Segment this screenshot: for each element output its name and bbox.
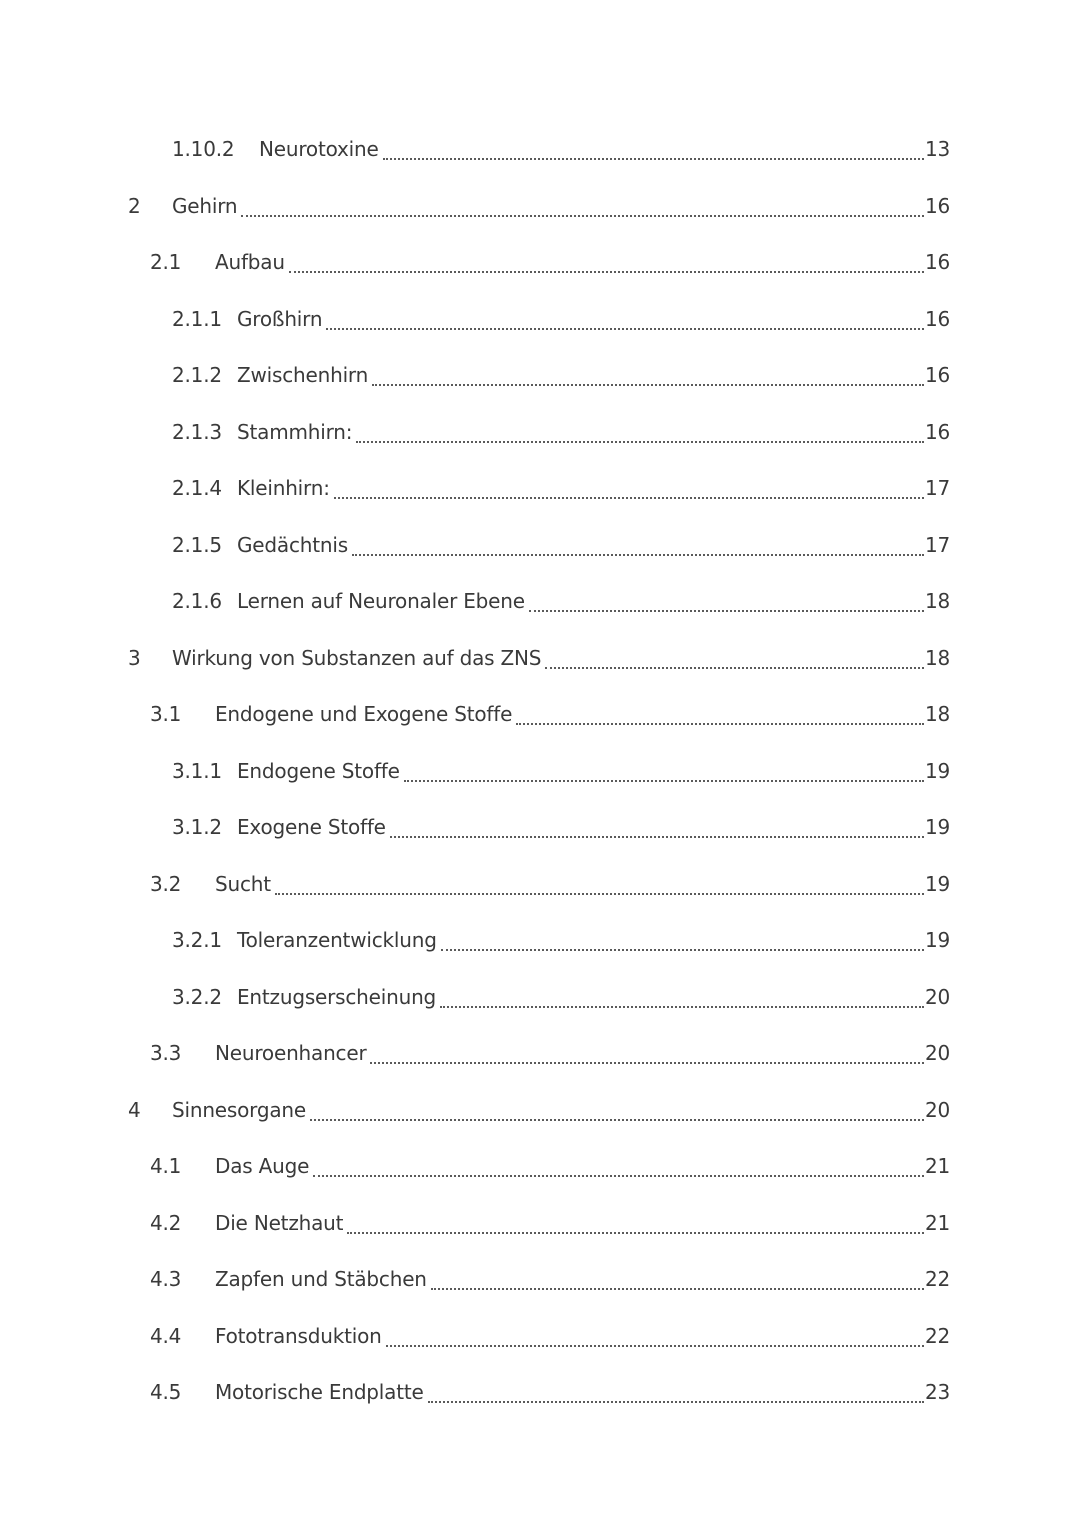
toc-entry[interactable] — [0, 460, 1080, 517]
toc-entry-title: Aufbau — [215, 250, 285, 274]
toc-entry-title: Neurotoxine — [259, 137, 379, 161]
toc-entry-title: Motorische Endplatte — [215, 1380, 424, 1404]
toc-dot-leader — [241, 207, 924, 217]
toc-entry-number: 4.1 — [150, 1154, 182, 1178]
toc-entry[interactable] — [0, 404, 1080, 461]
toc-entry-title: Toleranzentwicklung — [237, 928, 437, 952]
toc-entry[interactable] — [0, 799, 1080, 856]
toc-entry[interactable] — [0, 1308, 1080, 1365]
toc-entry-number: 3.3 — [150, 1041, 182, 1065]
toc-entry-number: 2.1 — [150, 250, 182, 274]
toc-dot-leader — [347, 1224, 924, 1234]
toc-entry-page-number: 17 — [924, 532, 950, 557]
toc-entry-number: 3.1.1 — [172, 758, 222, 783]
toc-dot-leader — [275, 885, 924, 895]
toc-entry-title: Die Netzhaut — [215, 1210, 344, 1235]
toc-entry-page-number: 16 — [924, 419, 950, 444]
toc-entry[interactable] — [0, 856, 1080, 913]
toc-entry-number: 2 — [128, 193, 141, 218]
toc-entry-page-number: 16 — [924, 363, 950, 387]
toc-entry[interactable] — [0, 1138, 1080, 1195]
toc-entry[interactable] — [0, 686, 1080, 743]
toc-entry[interactable] — [0, 1364, 1080, 1421]
toc-entry[interactable] — [0, 743, 1080, 800]
toc-entry-page-number: 19 — [924, 928, 950, 952]
toc-dot-leader — [441, 941, 924, 951]
toc-entry[interactable] — [0, 347, 1080, 404]
toc-entry-number: 3.2.1 — [172, 928, 222, 952]
toc-entry[interactable] — [0, 1082, 1080, 1139]
toc-entry-page-number: 19 — [924, 871, 950, 896]
toc-entry-title: Sucht — [215, 871, 271, 896]
toc-entry[interactable] — [0, 573, 1080, 630]
toc-entry-page-number: 20 — [924, 1097, 950, 1122]
toc-dot-leader — [431, 1280, 924, 1290]
toc-entry-number: 2.1.2 — [172, 363, 222, 387]
toc-dot-leader — [386, 1337, 924, 1347]
toc-entry-title: Endogene Stoffe — [237, 758, 400, 783]
toc-entry-page-number: 16 — [924, 250, 950, 274]
toc-entry-number: 3.1 — [150, 702, 182, 726]
toc-entry-number: 3 — [128, 645, 141, 670]
toc-entry-title: Großhirn — [237, 306, 323, 331]
toc-entry-title: Wirkung von Substanzen auf das ZNS — [172, 645, 542, 670]
toc-entry[interactable] — [0, 234, 1080, 291]
toc-entry-title: Gehirn — [172, 193, 238, 218]
toc-entry-title: Neuroenhancer — [215, 1041, 367, 1065]
toc-dot-leader — [440, 998, 924, 1008]
toc-entry-page-number: 16 — [924, 193, 950, 218]
toc-dot-leader — [383, 150, 924, 160]
toc-dot-leader — [390, 828, 924, 838]
toc-entry-number: 4.3 — [150, 1267, 182, 1291]
toc-entry-page-number: 19 — [924, 758, 950, 783]
toc-entry-title: Lernen auf Neuronaler Ebene — [237, 589, 525, 613]
toc-entry-title: Stammhirn: — [237, 419, 353, 444]
toc-entry-number: 3.2 — [150, 871, 182, 896]
toc-dot-leader — [289, 263, 924, 273]
toc-dot-leader — [404, 772, 924, 782]
toc-dot-leader — [310, 1111, 924, 1121]
toc-dot-leader — [516, 715, 924, 725]
toc-entry-number: 3.2.2 — [172, 984, 222, 1009]
toc-entry[interactable] — [0, 969, 1080, 1026]
toc-entry[interactable] — [0, 178, 1080, 235]
toc-entry-page-number: 16 — [924, 306, 950, 331]
toc-entry-number: 2.1.6 — [172, 589, 222, 613]
toc-entry-page-number: 22 — [924, 1323, 950, 1348]
toc-entry[interactable] — [0, 1195, 1080, 1252]
toc-entry[interactable] — [0, 517, 1080, 574]
toc-entry-number: 2.1.3 — [172, 419, 222, 444]
toc-entry-number: 2.1.5 — [172, 532, 222, 557]
toc-entry-page-number: 18 — [924, 645, 950, 670]
toc-dot-leader — [334, 489, 924, 499]
table-of-contents — [0, 121, 1080, 1421]
toc-entry-number: 4.4 — [150, 1323, 182, 1348]
toc-entry-title: Das Auge — [215, 1154, 310, 1178]
toc-entry-page-number: 19 — [924, 815, 950, 839]
toc-entry-title: Endogene und Exogene Stoffe — [215, 702, 513, 726]
toc-entry-title: Zapfen und Stäbchen — [215, 1267, 427, 1291]
toc-entry-title: Zwischenhirn — [237, 363, 369, 387]
toc-dot-leader — [313, 1167, 924, 1177]
toc-entry-title: Fototransduktion — [215, 1323, 382, 1348]
toc-entry-page-number: 18 — [924, 702, 950, 726]
toc-entry-number: 4.5 — [150, 1380, 182, 1404]
toc-dot-leader — [529, 602, 924, 612]
toc-dot-leader — [370, 1054, 924, 1064]
toc-entry[interactable] — [0, 291, 1080, 348]
toc-entry-number: 3.1.2 — [172, 815, 222, 839]
toc-dot-leader — [428, 1393, 924, 1403]
toc-dot-leader — [545, 659, 924, 669]
toc-entry[interactable] — [0, 912, 1080, 969]
toc-dot-leader — [352, 546, 924, 556]
toc-dot-leader — [356, 433, 924, 443]
toc-dot-leader — [372, 376, 924, 386]
toc-entry-title: Gedächtnis — [237, 532, 348, 557]
toc-entry-page-number: 23 — [924, 1380, 950, 1404]
toc-entry-title: Kleinhirn: — [237, 476, 330, 500]
toc-entry-number: 4 — [128, 1097, 141, 1122]
toc-entry-title: Entzugserscheinung — [237, 984, 437, 1009]
toc-entry[interactable] — [0, 630, 1080, 687]
toc-entry-number: 1.10.2 — [172, 137, 235, 161]
toc-entry-page-number: 13 — [924, 137, 950, 161]
toc-dot-leader — [326, 320, 924, 330]
toc-entry-page-number: 20 — [924, 984, 950, 1009]
toc-entry-page-number: 18 — [924, 589, 950, 613]
toc-entry[interactable] — [0, 121, 1080, 178]
toc-entry-number: 2.1.1 — [172, 306, 222, 331]
toc-entry-page-number: 21 — [924, 1154, 950, 1178]
toc-entry[interactable] — [0, 1025, 1080, 1082]
toc-entry-title: Exogene Stoffe — [237, 815, 386, 839]
toc-entry[interactable] — [0, 1251, 1080, 1308]
toc-entry-page-number: 21 — [924, 1210, 950, 1235]
toc-entry-page-number: 22 — [924, 1267, 950, 1291]
toc-entry-page-number: 20 — [924, 1041, 950, 1065]
toc-entry-number: 4.2 — [150, 1210, 182, 1235]
toc-entry-number: 2.1.4 — [172, 476, 222, 500]
toc-entry-page-number: 17 — [924, 476, 950, 500]
toc-entry-title: Sinnesorgane — [172, 1097, 306, 1122]
